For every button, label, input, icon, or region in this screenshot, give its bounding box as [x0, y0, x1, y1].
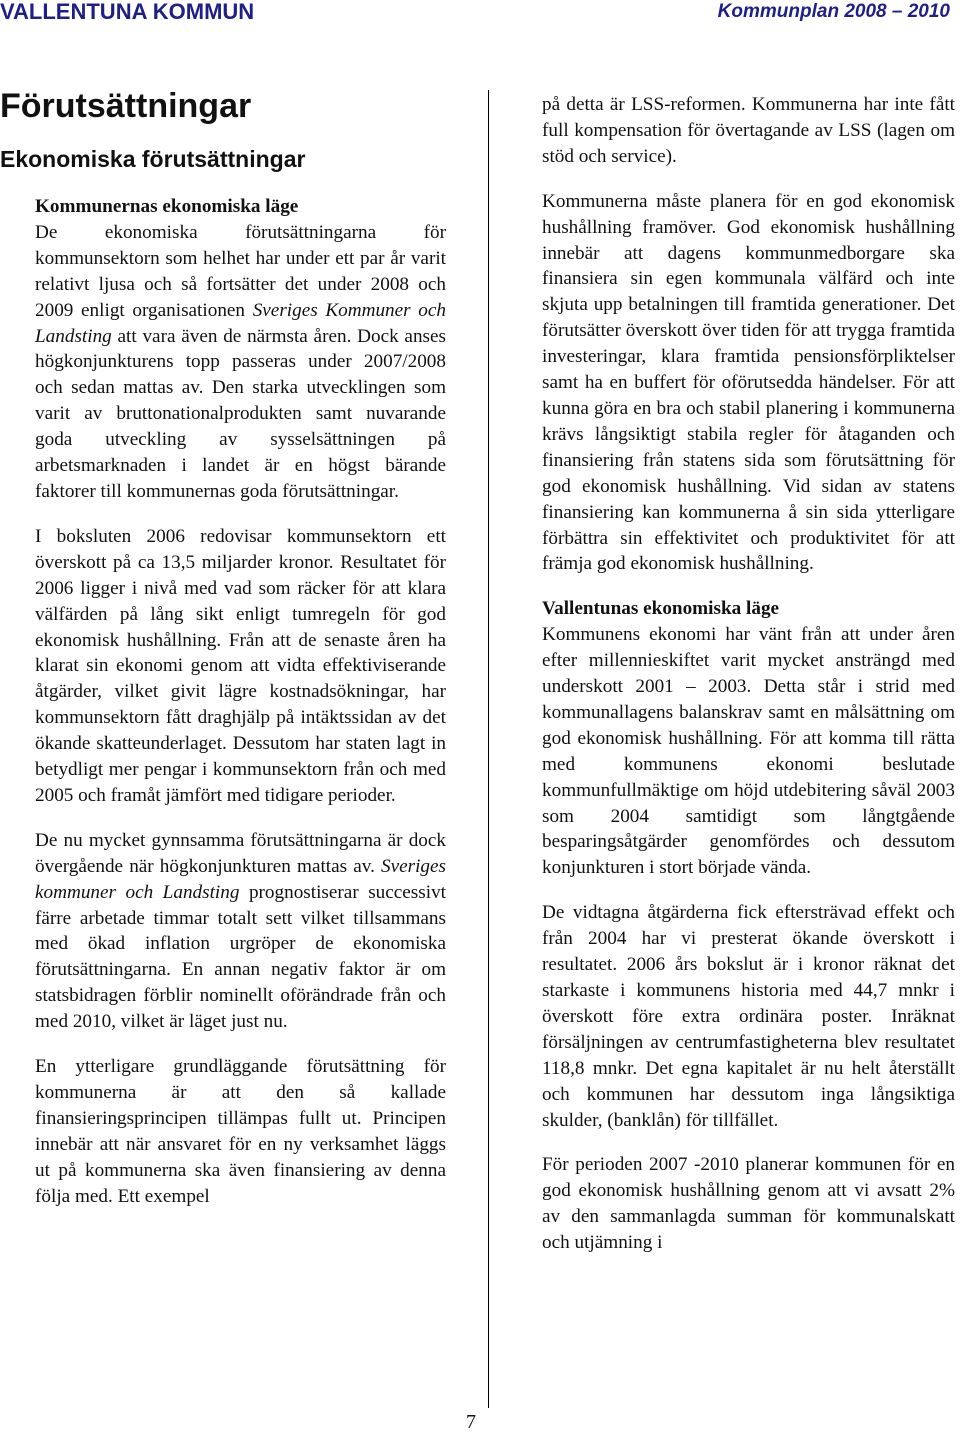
- left-paragraph-3: [35, 828, 446, 1035]
- left-paragraph-1: [35, 220, 446, 505]
- right-paragraph-5: För perioden 2007 -2010 planerar kommunen för en god ekonomisk hushållning genom att vi avsatt 2% av den sammanlagda summan för kommunalskatt och utjämning i: [542, 1154, 955, 1254]
- right-paragraph-4: De vidtagna åtgärderna fick eftersträvad effekt och från 2004 har vi presterat ökande överskott i resultatet. 2006 års bokslut är i kronor räknat det starkaste i kommunens historia med 44,7 mnkr i överskott före extra ordinära poster. Inräknat försäljningen av centrumfastigheterna blev resultatet 118,8 mnkr. Det egna kapitalet är nu helt återställt och kommunen har dessutom inga långsiktiga skulder, (banklån) för tillfället.: [542, 902, 955, 1131]
- left-column: [35, 194, 446, 1229]
- header-document-title: Kommunplan 2008 – 2010: [717, 1, 950, 22]
- right-paragraph-3: Kommunens ekonomi har vänt från att under åren efter millennieskiftet varit mycket ansträngd med underskott 2001 – 2003. Detta står i strid med kommunallagens balanskrav samt en målsättning om god ekonomisk hushållning. För att komma till rätta med kommunens ekonomi beslutade kommunfullmäktige om höjd utdebitering såväl 2003 som 2004 samtidigt som långtgående besparingsåtgärder genomfördes och dessutom konjunkturen i stort började vända.: [542, 624, 955, 879]
- right-column: [542, 92, 955, 1275]
- left-p1-text-a: De ekonomiska förutsättningarna för kommunsektorn som helhet har under ett par år varit relativt ljusa och så fortsätter det under 2008 och 2009 enligt organisationen: [35, 221, 446, 321]
- subsection-title: Ekonomiska förutsättningar: [0, 146, 306, 172]
- left-p3-text-a: De nu mycket gynnsamma förutsättningarna är dock övergående när högkonjunkturen mattas av.: [35, 829, 446, 877]
- left-p3-organization: Sveriges kommuner och Landsting: [35, 855, 446, 903]
- right-heading: Vallentunas ekonomiska läge: [542, 598, 780, 620]
- left-p3-text-b: prognostiserar successivt färre arbetade timmar totalt sett vilket tillsammans med ökad inflation urgröper de ekonomiska förutsättningarna. En annan negativ faktor är om statsbidragen förblir nominellt oförändrade från och med 2010, vilket är läget just nu.: [35, 881, 446, 1033]
- left-heading: Kommunernas ekonomiska läge: [35, 196, 299, 217]
- page-number: 7: [466, 1411, 476, 1433]
- left-paragraph-2: I boksluten 2006 redovisar kommunsektorn ett överskott på ca 13,5 miljarder kronor. Resultatet för 2006 ligger i nivå med vad som räcker för att klara välfärden på lång sikt enligt tumregeln för god ekonomisk hushållning. Från att de senaste åren ha klarat sin ekonomi genom att vidta effektiviserande åtgärder, vilket givit lägre kostnadsökningar, har kommunsektorn fått draghjälp på intäktssidan av det ökande skatteunderlaget. Dessutom har staten lagt in betydligt mer pengar i kommunsektorn från och med 2005 och framåt jämfört med tidigare perioder.: [35, 525, 446, 806]
- right-paragraph-1: på detta är LSS-reformen. Kommunerna har inte fått full kompensation för övertagande av LSS (lagen om stöd och service).: [542, 94, 955, 167]
- left-paragraph-4: En ytterligare grundläggande förutsättning för kommunerna är att den så kallade finansieringsprincipen tillämpas fullt ut. Principen innebär att när ansvaret för en ny verksamhet läggs ut på kommunerna ska även finansiering av denna följa med. Ett exempel: [35, 1056, 446, 1207]
- left-p1-text-b: att vara även de närmsta åren. Dock anses högkonjunkturens topp passeras under 2007/2008 och sedan mattas av. Den starka utvecklingen som varit av bruttonationalprodukten samt nuvarande goda utveckling av sysselsättningen på arbetsmarknaden i landet är en högst bärande faktorer till kommunernas goda förutsättningar.: [35, 325, 446, 502]
- left-p1-organization: Sveriges Kommuner och Landsting: [35, 299, 446, 347]
- column-divider: [488, 90, 489, 1408]
- header-organization: VALLENTUNA KOMMUN: [0, 0, 255, 24]
- section-title: Förutsättningar: [0, 87, 252, 125]
- right-paragraph-2: Kommunerna måste planera för en god ekonomisk hushållning framöver. God ekonomisk hushållning innebär att dagens kommunmedborgare ska finansiera sin egen kommunala välfärd och inte skjuta upp betalningen till framtida generationer. Det förutsätter överskott över tiden för att trygga framtida investeringar, klara framtida pensionsförpliktelser samt ha en buffert för oförutsedda händelser. För att kunna göra en bra och stabil planering i kommunerna krävs långsiktigt stabila regler för åtaganden och finansiering från statens sida som förutsättning för god ekonomisk hushållning. Vid sidan av statens finansiering kan kommunerna å sin sida ytterligare förbättra sin effektivitet och produktivitet för att främja god ekonomisk hushållning.: [542, 190, 955, 575]
